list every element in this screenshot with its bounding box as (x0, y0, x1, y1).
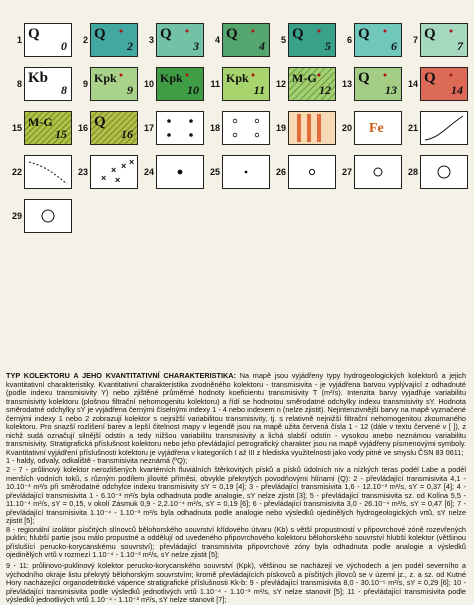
swatch-pattern-icon (289, 112, 335, 144)
variability-index: 0 (61, 39, 67, 53)
swatch-pattern-icon (91, 156, 137, 188)
legend-entry (272, 154, 338, 190)
legend-swatch (90, 111, 138, 145)
legend-number: 7 (412, 35, 418, 45)
legend-swatch (222, 111, 270, 145)
lithology-symbol: Q (424, 26, 436, 42)
legend-swatch (288, 23, 336, 57)
swatch-pattern-icon (355, 156, 401, 188)
legend-entry (338, 154, 404, 190)
swatch-pattern-icon (25, 200, 71, 232)
svg-text:×: × (111, 165, 117, 175)
legend-entry (272, 110, 338, 146)
legend (8, 22, 470, 242)
legend-swatch (354, 155, 402, 189)
lithology-symbol: Q (292, 26, 304, 42)
lithology-symbol: M-G (292, 71, 317, 85)
legend-number: 9 (82, 79, 88, 89)
intro-paragraph: Na mapě jsou vyjádřeny typy hydrogeologických kolektorů a jejich kvantitativní charakteristiky. Kvantitativní charakteristika zvodněného kolektoru - transmisivita - je vyjádřena barvou vyplývající z odhadnuté (podle indexu transmisivity Y) nebo zjištěné průměrné hodnoty koeficientu transmisivity T (m²/s). Intenzita barvy vyjadřuje variabilitu transmisivity kolektoru (plošnou filtrační nehomogenitu kolektoru) a řídí se hodnotou směrodatné odchylky indexu transmisivity sY. Hodnota směrodatné odchylky sY je vyjádřena černými číselnými indexy 1 - 4 nebo indexem n (nelze zjistit). Nejintenzivnější barvy na mapě vyznačené černými indexy 1 nebo 2 zobrazují kolektor s nejnižší variabilitou transmisivity, tj. s relativně nejnižší filtrační nehomogenitou zkoumaného kolektoru. Pro snazší rozlišení barev a lepší čitelnost mapy v legendě jsou na mapě užita červená čísla 1 - 12 (dále v textu červené v [ ]), z nichž sudá označují silnější odstín a tedy nižšou variabilitu transmisivity a lichá slabší odstín - vysokou anebo neznámou variabilitu transmisivity. Stratigrafická příslušnost kolektoru nebo jeho převládající petrografický charakter jsou na mapě vyjádřeny písmenovými symboly. Kvantitativní vyjádření příslušnosti kolektoru je vyjádřena v kategoriích I až III z hlediska využitelnosti jako vody pitné ve smyslu ČSN 83 0611; (6, 371, 466, 457)
lithology-symbol: Q (94, 114, 106, 130)
legend-number: 22 (11, 167, 22, 177)
legend-number: 17 (143, 123, 154, 133)
legend-number: 16 (77, 123, 88, 133)
legend-entry (272, 66, 338, 102)
legend-entry (338, 66, 404, 102)
swatch-pattern-icon (25, 156, 71, 188)
legend-entry (8, 22, 74, 58)
lithology-symbol: Kpk (160, 71, 183, 85)
swatch-pattern-icon (421, 112, 467, 144)
variability-index: 6 (391, 39, 397, 53)
legend-item-9-11: 9 - 11: průlinovo-puklinový kolektor perucko-korycanského souvrství (Kpk), většinou se nacházejí ve východech a jen podél severního a východního okraje listu překrytý bělohorským souvrstvím; kromě převládajících pískovců a písčitých jílovců se v území jz., z. a sz. od Kutné Hory nacházející organodetritické vápence stratigrafické příslušnosti Kk-b: 9 - převládající transmisivita 8,0 - 30.10⁻⁵ m²/s, sY = 0,29 [6]; 10 - převládající transmisivita podle výsledků jednotlivých vrtů 1.10⁻⁴ - 1.10⁻³ m²/s, sY nelze stanovit [5]; 11 - převládající transmisivita podle výsledků jednotlivých vrtů 1.10⁻⁴ - 1.10⁻³ m²/s, sY nelze stanovit [7]; (6, 561, 466, 605)
legend-swatch (24, 23, 72, 57)
legend-number: 19 (275, 123, 286, 133)
legend-swatch (222, 23, 270, 57)
legend-number: 23 (77, 167, 88, 177)
legend-entry (140, 22, 206, 58)
legend-swatch (288, 155, 336, 189)
legend-row (8, 154, 470, 190)
variability-index: 7 (457, 39, 463, 53)
svg-text:×: × (101, 173, 107, 183)
legend-number: 5 (280, 35, 286, 45)
legend-number: 14 (407, 79, 418, 89)
variability-index: 16 (121, 127, 133, 141)
variability-index: 12 (319, 83, 331, 97)
svg-text:×: × (115, 175, 121, 185)
legend-number: 3 (148, 35, 154, 45)
legend-swatch (156, 111, 204, 145)
legend-entry (140, 110, 206, 146)
variability-index: 8 (61, 83, 67, 97)
legend-entry (140, 66, 206, 102)
variability-index: 2 (127, 39, 133, 53)
legend-swatch (90, 67, 138, 101)
legend-swatch (24, 111, 72, 145)
svg-text:×: × (121, 161, 127, 171)
lithology-symbol: Q (28, 26, 40, 42)
legend-number: 6 (346, 35, 352, 45)
legend-number: 21 (407, 123, 418, 133)
legend-entry (74, 154, 140, 190)
legend-entry (206, 154, 272, 190)
section-title: TYP KOLEKTORU A JEHO KVANTITATIVNÍ CHARAKTERISTIKA: (6, 371, 236, 380)
legend-number: 28 (407, 167, 418, 177)
legend-entry (74, 110, 140, 146)
legend-item-1: 1 - haldy, odvaly, odkaliště - transmisivita neznámá (ºQ); (6, 456, 188, 466)
legend-swatch (420, 67, 468, 101)
legend-number: 18 (209, 123, 220, 133)
lithology-symbol: Kpk (94, 71, 117, 85)
variability-index: 14 (451, 83, 463, 97)
legend-swatch (156, 155, 204, 189)
legend-entry (140, 154, 206, 190)
variability-index: 4 (259, 39, 265, 53)
legend-row (8, 198, 470, 234)
legend-number: 27 (341, 167, 352, 177)
lithology-symbol: Q (424, 70, 436, 86)
legend-number: 1 (16, 35, 22, 45)
legend-row (8, 110, 470, 146)
swatch-pattern-icon (223, 156, 269, 188)
lithology-symbol: Q (226, 26, 238, 42)
legend-swatch (354, 23, 402, 57)
legend-description (6, 372, 466, 605)
swatch-pattern-icon (157, 156, 203, 188)
legend-swatch (222, 155, 270, 189)
variability-index: 11 (253, 83, 265, 97)
legend-entry (404, 110, 470, 146)
legend-swatch (420, 111, 468, 145)
legend-entry (338, 22, 404, 58)
swatch-pattern-icon (289, 156, 335, 188)
legend-swatch (354, 67, 402, 101)
legend-entry (8, 198, 74, 234)
legend-swatch (420, 23, 468, 57)
legend-row (8, 22, 470, 58)
legend-swatch (420, 155, 468, 189)
variability-index: 9 (127, 83, 133, 97)
legend-number: 24 (143, 167, 154, 177)
legend-number: 15 (11, 123, 22, 133)
legend-swatch (354, 111, 402, 145)
swatch-pattern-icon (421, 156, 467, 188)
legend-entry (272, 22, 338, 58)
legend-swatch (90, 155, 138, 189)
legend-entry (8, 110, 74, 146)
legend-entry (74, 66, 140, 102)
legend-entry (8, 154, 74, 190)
lithology-symbol: Kb (28, 70, 49, 86)
lithology-symbol: Q (160, 26, 172, 42)
legend-swatch (156, 23, 204, 57)
legend-entry (206, 110, 272, 146)
svg-text:×: × (129, 157, 135, 167)
variability-index: 5 (325, 39, 331, 53)
lithology-symbol: Q (358, 70, 370, 86)
legend-number: 8 (16, 79, 22, 89)
legend-item-8: 8 - regionální izolátor písčitých slínovců bělohorského souvrství křídového útvaru (Kb) s větší propustností v připovrchové zóně rozevřených puklin; hlubší partie jsou málo propustné a oddělují od uvedeného připovrchového kolektoru bělohorského souvrství hlubší kolektor (většinou příslušící perucko-korycanskému souvrství); převládající transmisivita připovrchové zóny byla odhadnuta podle analogie a výsledků ojedinělých vrtů v rozmezí 1.10⁻⁴ - 1.10⁻³ m²/s, sY nelze zjistit [5]; (6, 524, 466, 560)
legend-number: 10 (143, 79, 154, 89)
variability-index: 13 (385, 83, 397, 97)
legend-swatch (156, 67, 204, 101)
legend-number: 20 (341, 123, 352, 133)
swatch-pattern-icon (223, 112, 269, 144)
legend-item-2-7: 2 - 7 - průlinový kolektor nerozlišených kvartérních fluviálních štěrkovitých písků a písků údolních niv a nízkých teras podél Labe a podél menších vodních toků, s různým podílem jílovité příměsi, obvykle překrytých povodňovými hlínami (Q): 2 - převládající transmisivita 4,1 - 10.10⁻³ m²/s při směrodatné odchylce indexu transmisivity sY = 0,19 [4]; 3 - převládající transmisivita 1,6 - 12.10⁻³ m²/s, sY = 0,37 [4]; 4 - převládající transmisivita 1 - 6.10⁻³ m²/s byla odhadnuta podle analogie, sY nelze zjistit [3]; 5 - převládající transmisivita sz. od Kolína 5,5 - 11.10⁻⁴ m²/s, sY = 0,15, v okolí Zásmuk 0,9 - 2,2.10⁻⁴ m²/s, sY = 0,19 [6]; 6 - převládající transmisivita 3,0 - 26.10⁻⁴ m²/s, sY = 0,47 [6]; 7 - převládající transmisivita 1.10⁻⁴ - 1.10⁻³ m²/s byla odhadnuta podle analogie nebo výsledků ojedinělých hydrogeologických vrtů, sY nelze zjistit [5]; (6, 465, 466, 526)
legend-entry (206, 66, 272, 102)
legend-entry (404, 22, 470, 58)
lithology-symbol: M-G (28, 115, 53, 129)
legend-swatch (222, 67, 270, 101)
legend-swatch (288, 67, 336, 101)
legend-number: 2 (82, 35, 88, 45)
legend-row (8, 66, 470, 102)
swatch-pattern-icon (157, 112, 203, 144)
lithology-symbol: Fe (369, 121, 384, 136)
variability-index: 15 (55, 127, 67, 141)
legend-entry (404, 66, 470, 102)
lithology-symbol: Q (358, 26, 370, 42)
legend-swatch (90, 23, 138, 57)
variability-index: 3 (193, 39, 199, 53)
legend-number: 11 (210, 79, 220, 89)
legend-swatch (288, 111, 336, 145)
legend-entry (74, 22, 140, 58)
legend-swatch (24, 199, 72, 233)
legend-number: 12 (275, 79, 286, 89)
legend-number: 4 (214, 35, 220, 45)
legend-entry (404, 154, 470, 190)
legend-entry (206, 22, 272, 58)
legend-number: 25 (209, 167, 220, 177)
legend-entry (338, 110, 404, 146)
legend-number: 26 (275, 167, 286, 177)
variability-index: 10 (187, 83, 199, 97)
legend-swatch (24, 155, 72, 189)
legend-swatch (24, 67, 72, 101)
lithology-symbol: Kpk (226, 71, 249, 85)
legend-entry (8, 66, 74, 102)
legend-number: 29 (11, 211, 22, 221)
legend-number: 13 (341, 79, 352, 89)
lithology-symbol: Q (94, 26, 106, 42)
